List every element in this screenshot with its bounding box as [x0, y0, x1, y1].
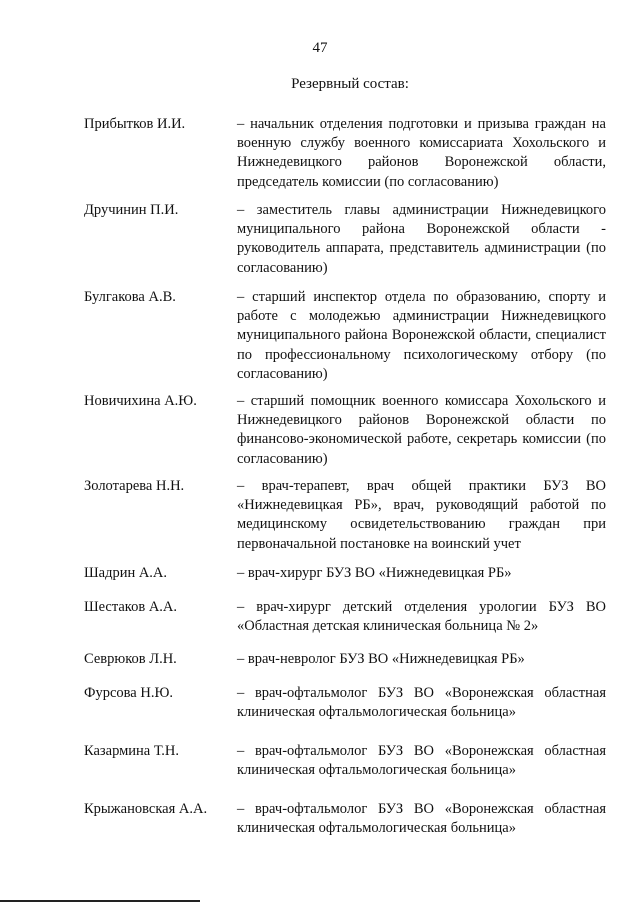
member-role: – врач-офтальмолог БУЗ ВО «Воронежская областная клиническая офтальмологическая больница» — [237, 685, 606, 721]
member-name: Новичихина А.Ю. — [84, 393, 197, 409]
member-name: Фурсова Н.Ю. — [84, 685, 173, 701]
member-role: – врач-офтальмолог БУЗ ВО «Воронежская областная клиническая офтальмологическая больница» — [237, 801, 606, 837]
member-name: Шадрин А.А. — [84, 565, 168, 581]
member-name: Золотарева Н.Н. — [84, 478, 185, 494]
member-role: – врач-хирург детский отделения урологии БУЗ ВО «Областная детская клиническая больница № 2» — [237, 599, 606, 635]
member-name: Крыжановская А.А. — [84, 801, 208, 817]
member-role: – заместитель главы администрации Нижнедевицкого муниципального района Воронежской области - руководитель аппарата, представитель администрации (по согласованию) — [237, 202, 606, 276]
member-name: Севрюков Л.Н. — [84, 651, 177, 667]
member-role: – врач-невролог БУЗ ВО «Нижнедевицкая РБ» — [237, 651, 525, 667]
member-role: – старший инспектор отдела по образованию, спорту и работе с молодежью администрации Нижнедевицкого муниципального района Воронежской области, специалист по профессиональному психологическому отбору (по согласованию) — [237, 289, 606, 382]
section-title: Резервный состав: — [291, 76, 409, 92]
member-name: Дручинин П.И. — [84, 202, 179, 218]
member-role: – врач-офтальмолог БУЗ ВО «Воронежская областная клиническая офтальмологическая больница» — [237, 743, 606, 779]
member-name: Прибытков И.И. — [84, 116, 186, 132]
member-role: – старший помощник военного комиссара Хохольского и Нижнедевицкого районов Воронежской области по финансово-экономической работе, секретарь комиссии (по согласованию) — [237, 393, 606, 467]
member-role: – врач-хирург БУЗ ВО «Нижнедевицкая РБ» — [237, 565, 512, 581]
member-role: – начальник отделения подготовки и призыва граждан на военную службу военного комиссариата Хохольского и Нижнедевицкого районов Воронежской области, председатель комиссии (по согласованию) — [237, 116, 606, 190]
member-name: Казармина Т.Н. — [84, 743, 179, 759]
page-number: 47 — [312, 40, 328, 56]
member-name: Шестаков А.А. — [84, 599, 178, 615]
member-name: Булгакова А.В. — [84, 289, 176, 305]
member-role: – врач-терапевт, врач общей практики БУЗ ВО «Нижнедевицкая РБ», врач, руководящий работой по медицинскому освидетельствованию граждан при первоначальной постановке на воинский учет — [237, 478, 606, 552]
